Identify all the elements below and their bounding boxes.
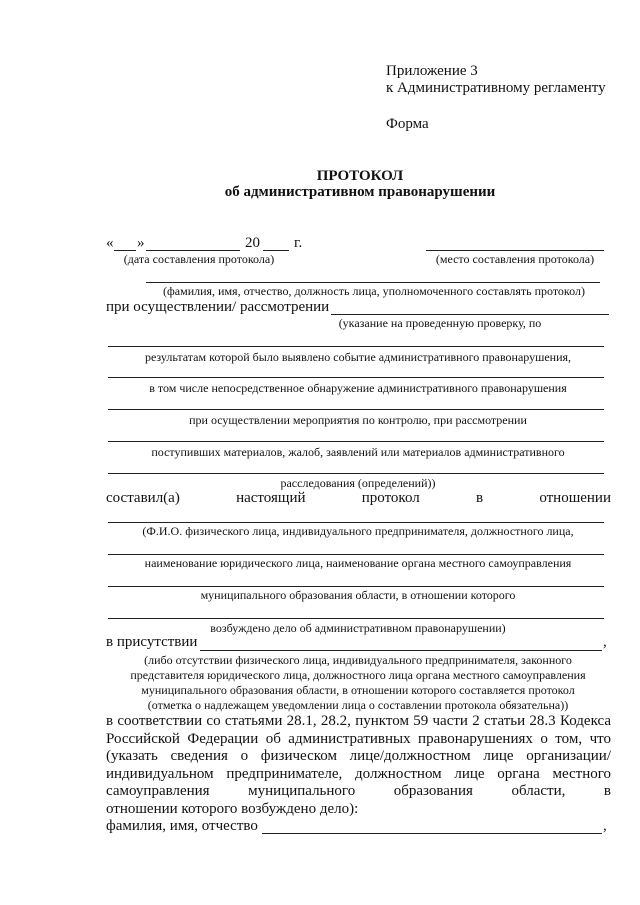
document-title: ПРОТОКОЛ — [316, 168, 404, 184]
presence-field[interactable] — [200, 650, 602, 651]
check-field-4[interactable] — [108, 409, 604, 410]
accordance-paragraph: в соответствии со статьями 28.1, 28.2, пунктом 59 части 2 статьи 28.3 Кодекса Российской Федерации об административных правонарушениях о том, что (указать сведения о физическом лице/должностном лице организации/индивидуальном предпринимателе, должностном лице органа местного самоуправления муниципального образования области, в — [106, 713, 611, 799]
day-field[interactable] — [114, 250, 136, 251]
check-field-3[interactable] — [108, 377, 604, 378]
check-field[interactable] — [331, 314, 609, 315]
check-caption-3: в том числе непосредственное обнаружение административного правонарушения — [149, 381, 567, 395]
presence-comma: , — [603, 634, 607, 650]
person-field-1[interactable] — [108, 522, 604, 523]
official-caption: (фамилия, имя, отчество, должность лица, уполномоченного составлять протокол) — [163, 284, 585, 298]
date-open-quote: « — [106, 235, 114, 251]
presence-caption-3: муниципального образования области, в отношении которого составляется протокол — [141, 683, 575, 697]
place-caption: (место составления протокола) — [435, 252, 595, 266]
fio-field[interactable] — [262, 833, 602, 834]
person-caption-3: муниципального образования области, в отношении которого — [200, 588, 516, 602]
check-field-2[interactable] — [108, 346, 604, 347]
year-prefix: 20 — [245, 235, 260, 251]
presence-caption-2: представителя юридического лица, должностного лица органа местного самоуправления — [130, 668, 586, 682]
year-suffix: г. — [294, 235, 303, 251]
month-field[interactable] — [146, 250, 240, 251]
person-field-4[interactable] — [108, 618, 604, 619]
during-label: при осуществлении/ рассмотрении — [106, 299, 330, 315]
person-caption-4: возбуждено дело об административном правонарушении) — [210, 621, 506, 635]
official-field[interactable] — [146, 282, 600, 283]
document-subtitle: об административном правонарушении — [224, 184, 496, 200]
person-caption-2: наименование юридического лица, наименование органа местного самоуправления — [144, 556, 572, 570]
person-caption-1: (Ф.И.О. физического лица, индивидуального предпринимателя, должностного лица, — [142, 524, 574, 538]
fio-comma: , — [603, 818, 607, 834]
person-field-3[interactable] — [108, 586, 604, 587]
regulation-label: к Административному регламенту — [386, 80, 606, 96]
accordance-last-line: отношении которого возбуждено дело): — [106, 801, 359, 817]
check-caption-1: (указание на проведенную проверку, по — [338, 316, 542, 330]
check-caption-5: поступивших материалов, жалоб, заявлений или материалов административного — [151, 445, 565, 459]
date-close-quote: » — [137, 235, 145, 251]
form-label: Форма — [386, 116, 429, 132]
fio-label: фамилия, имя, отчество — [106, 818, 258, 834]
composed-label: составил(а) настоящий протокол в отношении — [106, 490, 611, 506]
place-field[interactable] — [426, 250, 604, 251]
appendix-label: Приложение 3 — [386, 63, 478, 79]
date-caption: (дата составления протокола) — [123, 252, 275, 266]
check-caption-2: результатам которой было выявлено событие административного правонарушения, — [144, 350, 572, 364]
presence-caption-4: (отметка о надлежащем уведомлении лица о составлении протокола обязательна)) — [147, 698, 569, 712]
check-caption-4: при осуществлении мероприятия по контролю, при рассмотрении — [189, 413, 527, 427]
check-field-5[interactable] — [108, 441, 604, 442]
year-field[interactable] — [263, 250, 289, 251]
check-field-6[interactable] — [108, 473, 604, 474]
presence-label: в присутствии — [106, 634, 198, 650]
presence-caption-1: (либо отсутствии физического лица, индивидуального предпринимателя, законного — [144, 653, 572, 667]
check-caption-6: расследования (определений)) — [280, 476, 436, 490]
person-field-2[interactable] — [108, 554, 604, 555]
